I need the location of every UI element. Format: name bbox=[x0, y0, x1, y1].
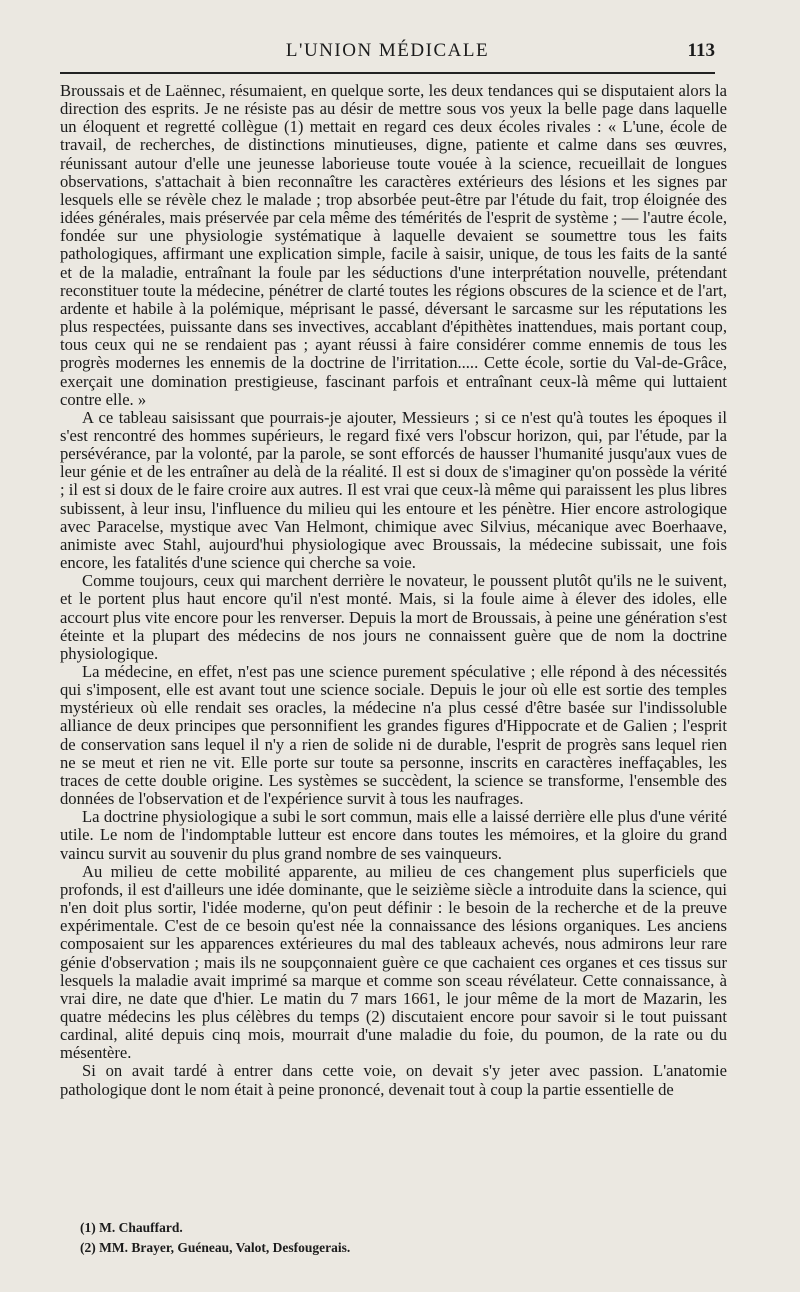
body-text bbox=[60, 82, 727, 1099]
paragraph: La médecine, en effet, n'est pas une science purement spéculative ; elle répond à des nécessités qui s'imposent, elle est avant tout une science sociale. Depuis le jour où elle est sortie des temples mystérieux où elle rendait ses oracles, la médecine n'a plus cessé d'être basée sur l'indissoluble alliance de deux principes que personnifient les grandes figures d'Hippocrate et de Galien ; l'esprit de conservation sans lequel il n'y a rien de solide ni de durable, l'esprit de progrès sans lequel rien ne se meut et rien ne vit. Elle porte sur toute sa personne, inscrits en caractères ineffaçables, les traces de cette double origine. Les systèmes se succèdent, la science se transforme, l'ensemble des données de l'observation et de l'expérience survit à tous les naufrages. bbox=[60, 662, 727, 809]
paragraph: Broussais et de Laënnec, résumaient, en quelque sorte, les deux tendances qui se disputaient alors la direction des esprits. Je ne résiste pas au désir de mettre sous vos yeux la belle page dans laquelle un éloquent et regretté collègue (1) mettait en regard ces deux écoles rivales : « L'une, école de travail, de recherches, de distinctions minutieuses, digne, patiente et calme dans ses œuvres, réunissant autour d'elle une jeunesse laborieuse toute vouée à la science, recueillait de longues observations, s'attachait à bien reconnaître les caractères extérieurs des lésions et les signes par lesquels elle se révèle chez le malade ; trop absorbée peut-être par l'étude du fait, trop éloignée des idées générales, mais préservée par cela même des témérités de l'esprit de système ; — l'autre école, fondée sur une physiologie systématique à laquelle devaient se soumettre tous les faits pathologiques, affirmant une explication simple, facile à saisir, unique, de tous les faits de la santé et de la maladie, entraînant la foule par les séductions d'une interprétation nouvelle, prétendant reconstituer toute la médecine, pénétrer de clarté toutes les régions obscures de la science et de l'art, ardente et habile à la polémique, méprisant le passé, déversant le sarcasme sur les réputations les plus respectées, puissante dans ses invectives, accablant d'épithètes inattendues, mais portant coup, tous ceux qui ne se rendaient pas ; ayant réussi à faire considérer comme ennemis de tous les progrès modernes les ennemis de la doctrine de l'irritation..... Cette école, sortie du Val-de-Grâce, exerçait une domination prestigieuse, fascinant parfois et entraînant ceux-là même qui luttaient contre elle. » bbox=[60, 81, 727, 409]
page-number: 113 bbox=[687, 40, 715, 61]
header-rule bbox=[60, 72, 715, 74]
running-title: L'UNION MÉDICALE bbox=[285, 40, 490, 61]
footnotes bbox=[80, 1218, 720, 1258]
paragraph: Comme toujours, ceux qui marchent derrière le novateur, le poussent plutôt qu'ils ne le suivent, et le portent plus haut encore qu'il n'est monté. Mais, si la foule aime à élever des idoles, elle accourt plus vite encore pour les renverser. Depuis la mort de Broussais, à peine une génération s'est éteinte et la plupart des médecins de nos jours ne connaissent guère que de nom la doctrine physiologique. bbox=[60, 571, 727, 663]
paragraph: Si on avait tardé à entrer dans cette voie, on devait s'y jeter avec passion. L'anatomie pathologique dont le nom était à peine prononcé, devenait tout à coup la partie essentielle de bbox=[60, 1061, 727, 1099]
footnote: (1) M. Chauffard. bbox=[80, 1220, 183, 1235]
page-header bbox=[60, 38, 715, 68]
paragraph: Au milieu de cette mobilité apparente, au milieu de ces changement plus superficiels que profonds, il est d'ailleurs une idée dominante, que le seizième siècle a introduite dans la science, qui n'en doit plus sortir, l'idée moderne, qu'on peut définir : le besoin de la recherche et de la preuve expérimentale. C'est de ce besoin qu'est née la connaissance des lésions organiques. Les anciens composaient sur les apparences extérieures du mal des tableaux achevés, nous admirons leur rare génie d'observation ; mais ils ne soupçonnaient guère ce que cachaient ces organes et ces tissus sur lesquels la maladie avait imprimé sa marque et comme son sceau révélateur. Cette connaissance, à vrai dire, ne date que d'hier. Le matin du 7 mars 1661, le jour même de la mort de Mazarin, les quatre médecins les plus célèbres du temps (2) discutaient encore pour savoir si le tout puissant cardinal, alité depuis cinq mois, mourrait d'une maladie du foie, du poumon, de la rate ou du mésentère. bbox=[60, 861, 727, 1063]
paragraph: La doctrine physiologique a subi le sort commun, mais elle a laissé derrière elle plus d'une vérité utile. Le nom de l'indomptable lutteur est encore dans toutes les mémoires, et la gloire du grand vaincu survit au souvenir du plus grand nombre de ses vainqueurs. bbox=[60, 807, 727, 863]
paragraph: A ce tableau saisissant que pourrais-je ajouter, Messieurs ; si ce n'est qu'à toutes les époques il s'est rencontré des hommes supérieurs, le regard fixé vers l'obscur horizon, qui, par l'étude, par la persévérance, par la volonté, par la parole, se sont efforcés de hausser l'humanité jusqu'aux vues de leur génie et de les entraîner au delà de la réalité. Il est si doux de s'imaginer qu'on possède la vérité ; il est si doux de le faire croire aux autres. Il est vrai que ceux-là même qui paraissent les plus libres subissent, à leur insu, l'influence du milieu qui les entoure et les pénètre. Hier encore astrologique avec Paracelse, mystique avec Van Helmont, chimique avec Silvius, mécanique avec Boerhaave, animiste avec Stahl, aujourd'hui physiologique avec Broussais, la médecine subissait, une fois encore, les fatalités d'une science qui cherche sa voie. bbox=[60, 407, 727, 573]
footnote: (2) MM. Brayer, Guéneau, Valot, Desfougerais. bbox=[80, 1240, 351, 1255]
